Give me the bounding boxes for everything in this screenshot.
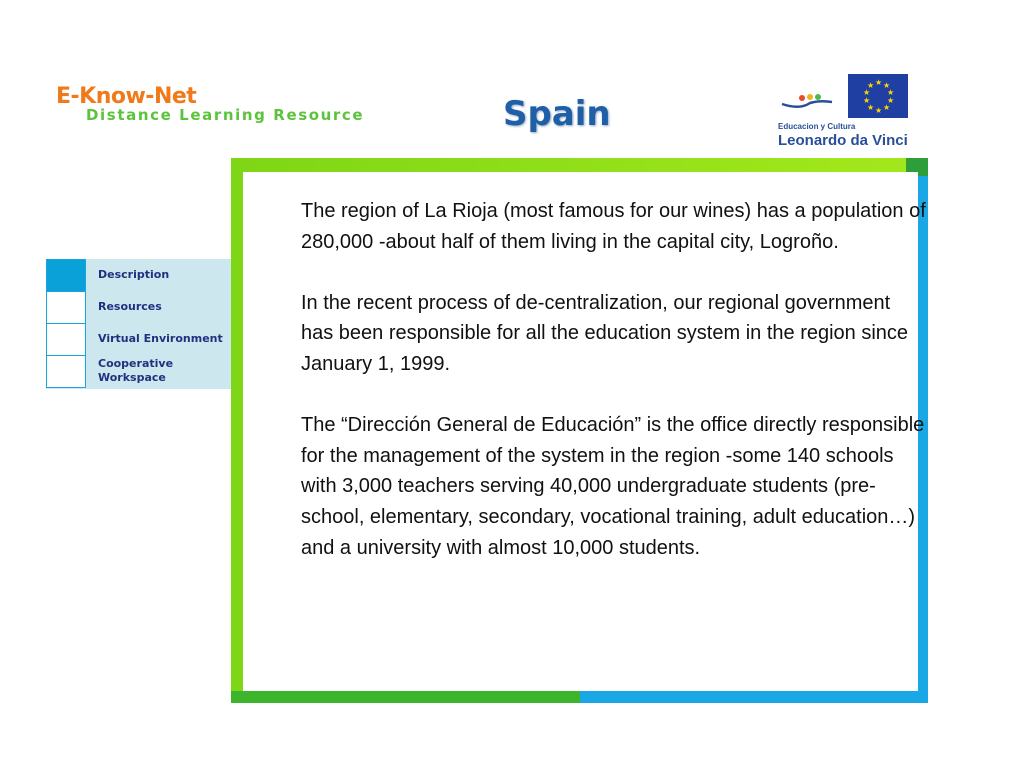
paragraph-2: In the recent process of de-centralization, our regional government has been responsible for all the education system in the region since January 1, 1999.	[301, 291, 909, 375]
paragraph-1: The region of La Rioja (most famous for our wines) has a population of 280,000 -about half of them living in the capital city, Logroño.	[301, 200, 926, 253]
page-title: Spain	[503, 94, 611, 134]
nav-marker	[46, 323, 86, 356]
nav-marker	[46, 291, 86, 324]
nav-label[interactable]: Cooperative Workspace	[98, 357, 174, 384]
nav-marker	[46, 355, 86, 388]
nav-label[interactable]: Description	[98, 268, 170, 281]
frame-bottom-right	[580, 691, 929, 703]
partner-name: Leonardo da Vinci	[778, 132, 908, 149]
nav-label[interactable]: Resources	[98, 300, 162, 313]
eu-flag-icon: ★ ★ ★ ★ ★ ★ ★ ★ ★ ★	[848, 74, 908, 118]
partner-tagline: Educacion y Cultura	[778, 122, 856, 131]
body-text	[301, 196, 926, 594]
nav-label[interactable]: Virtual Environment	[98, 332, 223, 345]
brand-subtitle: Distance Learning Resource	[86, 106, 365, 124]
swoosh-icon	[780, 94, 834, 110]
e-know-net-logo	[56, 84, 364, 124]
paragraph-3: The “Dirección General de Educación” is the office directly responsible for the management of the system in the region -some 140 schools with 3,000 teachers serving 40,000 undergraduate students (pre-school, elementary, secondary, vocational training, adult education…) and a university with almost 10,000 students.	[301, 414, 925, 559]
nav-marker	[46, 259, 86, 292]
leonardo-da-vinci-logo	[778, 74, 913, 150]
frame-bottom-left	[231, 691, 580, 703]
brand-name: E-Know-Net	[56, 84, 197, 109]
